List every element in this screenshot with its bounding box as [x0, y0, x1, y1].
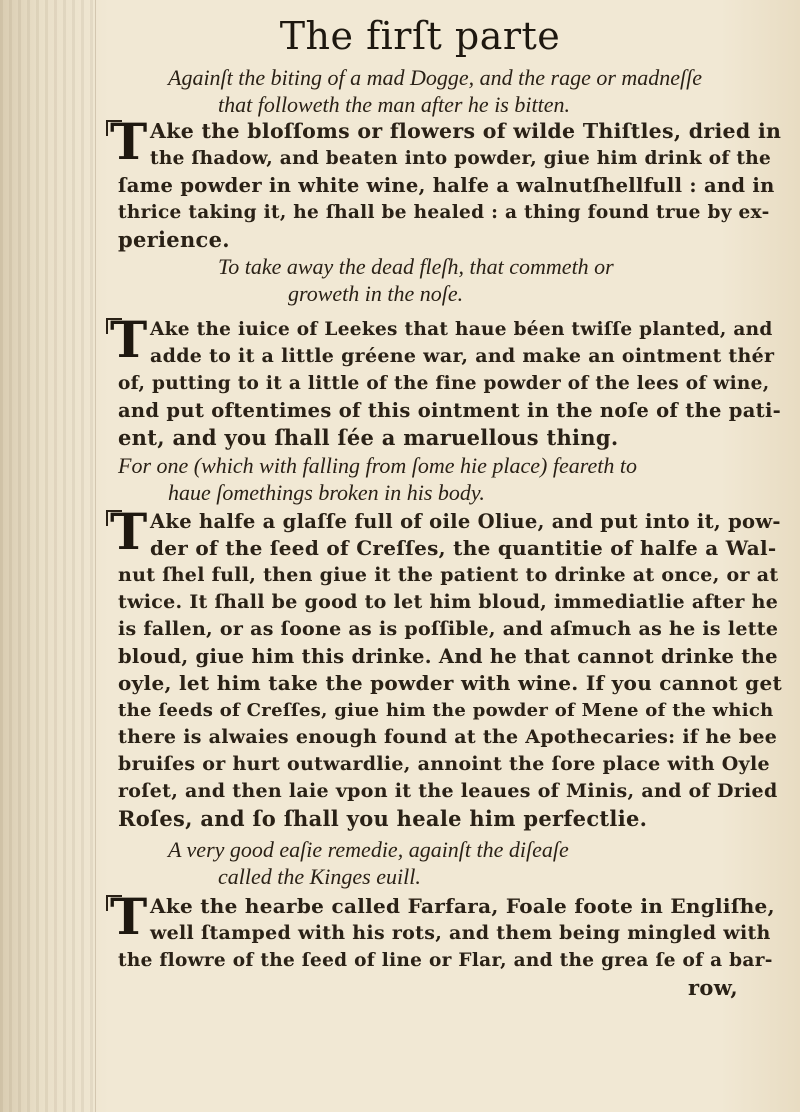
- section-3-line-4: twice. It ſhall be good to let him bloud, immediatlie after he: [118, 591, 779, 613]
- section-3-line-5: is fallen, or as ſoone as is poſſible, and aſmuch as he is lette: [118, 618, 779, 640]
- section-2-line-4: and put oftentimes of this ointment in the noſe of the pati-: [118, 399, 782, 422]
- section-3-line-3: nut ſhel full, then giue it the patient to drinke at once, or at: [118, 564, 779, 586]
- section-2-line-1: Ake the iuice of Leekes that haue béen twiſſe planted, and: [150, 319, 773, 340]
- section-3-heading-line-2: haue ſomethings broken in his body.: [168, 480, 485, 505]
- section-1-heading-line-1: Againſt the biting of a mad Dogge, and the rage or madneſſe: [168, 65, 703, 90]
- section-2-line-3: of, putting to it a little of the fine powder of the lees of wine,: [118, 373, 770, 394]
- section-4-heading-line-2: called the Kinges euill.: [218, 864, 421, 889]
- section-3-line-2: der of the ſeed of Creſſes, the quantitie of halfe a Wal-: [150, 536, 777, 560]
- section-4-line-3: the flowre of the ſeed of line or Flar, and the grea ſe of a bar-: [118, 950, 773, 971]
- section-3-line-7: oyle, let him take the powder with wine. If you cannot get: [118, 671, 783, 695]
- dropcap-1: T: [110, 112, 148, 171]
- section-3-line-12: Roſes, and ſo ſhall you heale him perfectlie.: [118, 806, 648, 831]
- section-3-line-10: bruiſes or hurt outwardlie, annoint the ſore place with Oyle: [118, 753, 770, 775]
- section-4-line-2: well ſtamped with his rots, and them being mingled with: [150, 922, 771, 944]
- section-2-line-5: ent, and you ſhall ſée a maruellous thing.: [118, 425, 619, 450]
- section-3-heading-line-1: For one (which with falling from ſome hie place) feareth to: [118, 453, 637, 478]
- section-2-line-2: adde to it a little gréene war, and make an ointment thér: [150, 345, 775, 367]
- section-1-line-2: the ſhadow, and beaten into powder, giue him drink of the: [150, 148, 772, 169]
- section-2-heading-line-2: groweth in the noſe.: [288, 281, 464, 306]
- section-4-heading-line-1: A very good eaſie remedie, againſt the diſeaſe: [168, 837, 569, 862]
- section-3-line-11: roſet, and then laie vpon it the leaues of Minis, and of Dried: [118, 780, 778, 802]
- section-4-line-1: Ake the hearbe called Farfara, Foale foote in Engliſhe,: [150, 894, 775, 918]
- section-1-line-5: perience.: [118, 227, 230, 252]
- section-3-line-1: Ake halfe a glaſſe full of oile Oliue, and put into it, pow-: [150, 510, 781, 533]
- dropcap-3: T: [110, 502, 148, 561]
- section-1-heading-line-2: that followeth the man after he is bitten.: [218, 92, 570, 117]
- section-3-line-9: there is alwaies enough found at the Apothecaries: if he bee: [118, 726, 778, 748]
- section-4-line-4: row,: [688, 975, 738, 1000]
- page-gutter: [0, 0, 96, 1112]
- section-1-line-3: ſame powder in white wine, halfe a walnutſhellfull : and in: [118, 174, 775, 197]
- section-1-line-1: Ake the bloſſoms or flowers of wilde Thiſtles, dried in: [150, 119, 782, 143]
- running-head: The firſt parte: [279, 14, 561, 58]
- dropcap-4: T: [110, 887, 148, 946]
- dropcap-2: T: [110, 310, 148, 369]
- section-3-line-6: bloud, giue him this drinke. And he that cannot drinke the: [118, 645, 778, 668]
- section-2-heading-line-1: To take away the dead fleſh, that commeth or: [218, 254, 614, 279]
- section-3-line-8: the ſeeds of Creſſes, giue him the powder of Mene of the which: [118, 700, 774, 721]
- section-1-line-4: thrice taking it, he ſhall be healed : a thing found true by ex-: [118, 202, 770, 223]
